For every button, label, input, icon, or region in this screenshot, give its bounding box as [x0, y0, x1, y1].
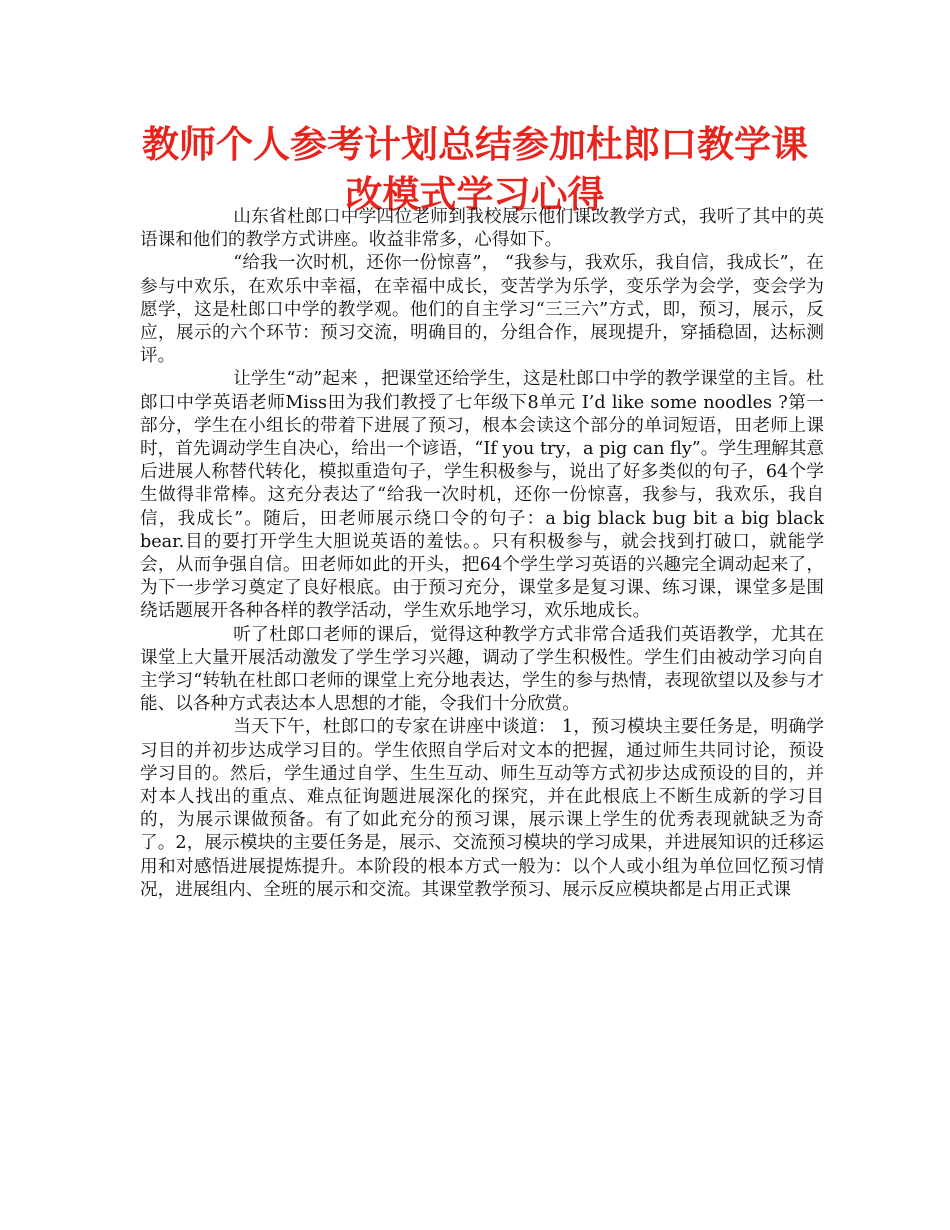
paragraph: 山东省杜郎口中学四位老师到我校展示他们课改教学方式，我听了其中的英语课和他们的教学方式讲座。收益非常多，心得如下。	[140, 207, 824, 251]
paragraph: 让学生“动”起来 ，把课堂还给学生，这是杜郎口中学的教学课堂的主旨。杜郎口中学英语老师Miss田为我们教授了七年级下8单元 I’d like some noodles ?第一部分，学生在小组长的带着下进展了预习，根本会读这个部分的单词短语，田老师上课时，首先调动学生自决心，给出一个谚语，“If you try，a pig can fly”。学生理解其意后进展人称替代转化，模拟重造句子，学生积极参与，说出了好多类似的句子，64个学生做得非常棒。这充分表达了“给我一次时机，还你一份惊喜，我参与，我欢乐，我自信，我成长”。随后，田老师展示绕口令的句子：a big black bug bit a big black bear.目的要打开学生大胆说英语的羞怯。。只有积极参与，就会找到打破口，就能学会，从而争强自信。田老师如此的开头，把64个学生学习英语的兴趣完全调动起来了，为下一步学习奠定了良好根底。由于预习充分，课堂多是复习课、练习课，课堂多是围绕话题展开各种各样的教学活动，学生欢乐地学习，欢乐地成长。	[140, 369, 824, 622]
document-title: 教师个人参考计划总结参加杜郎口教学课改模式学习心得	[142, 123, 808, 216]
document-body	[140, 206, 824, 902]
paragraph: 当天下午，杜郎口的专家在讲座中谈道： 1，预习模块主要任务是，明确学习目的并初步达成学习目的。学生依照自学后对文本的把握，通过师生共同讨论，预设学习目的。然后，学生通过自学、生生互动、师生互动等方式初步达成预设的目的，并对本人找出的重点、难点征询题进展深化的探究，并在此根底上不断生成新的学习目的，为展示课做预备。有了如此充分的预习课，展示课上学生的优秀表现就缺乏为奇了。2，展示模块的主要任务是，展示、交流预习模块的学习成果，并进展知识的迁移运用和对感悟进展提炼提升。本阶段的根本方式一般为：以个人或小组为单位回忆预习情况，进展组内、全班的展示和交流。其课堂教学预习、展示反应模块都是占用正式课	[140, 717, 824, 900]
paragraph: “给我一次时机，还你一份惊喜”， “我参与，我欢乐，我自信，我成长”，在参与中欢乐，在欢乐中幸福，在幸福中成长，变苦学为乐学，变乐学为会学，变会学为愿学，这是杜郎口中学的教学观。他们的自主学习“三三六”方式，即，预习，展示，反应，展示的六个环节：预习交流，明确目的，分组合作，展现提升，穿插稳固，达标测评。	[140, 253, 824, 367]
paragraph: 听了杜郎口老师的课后，觉得这种教学方式非常合适我们英语教学，尤其在课堂上大量开展活动激发了学生学习兴趣，调动了学生积极性。学生们由被动学习向自主学习“转轨在杜郎口老师的课堂上充分地表达，学生的参与热情，表现欲望以及参与才能、以各种方式表达本人思想的才能，令我们十分欣赏。	[140, 624, 824, 715]
